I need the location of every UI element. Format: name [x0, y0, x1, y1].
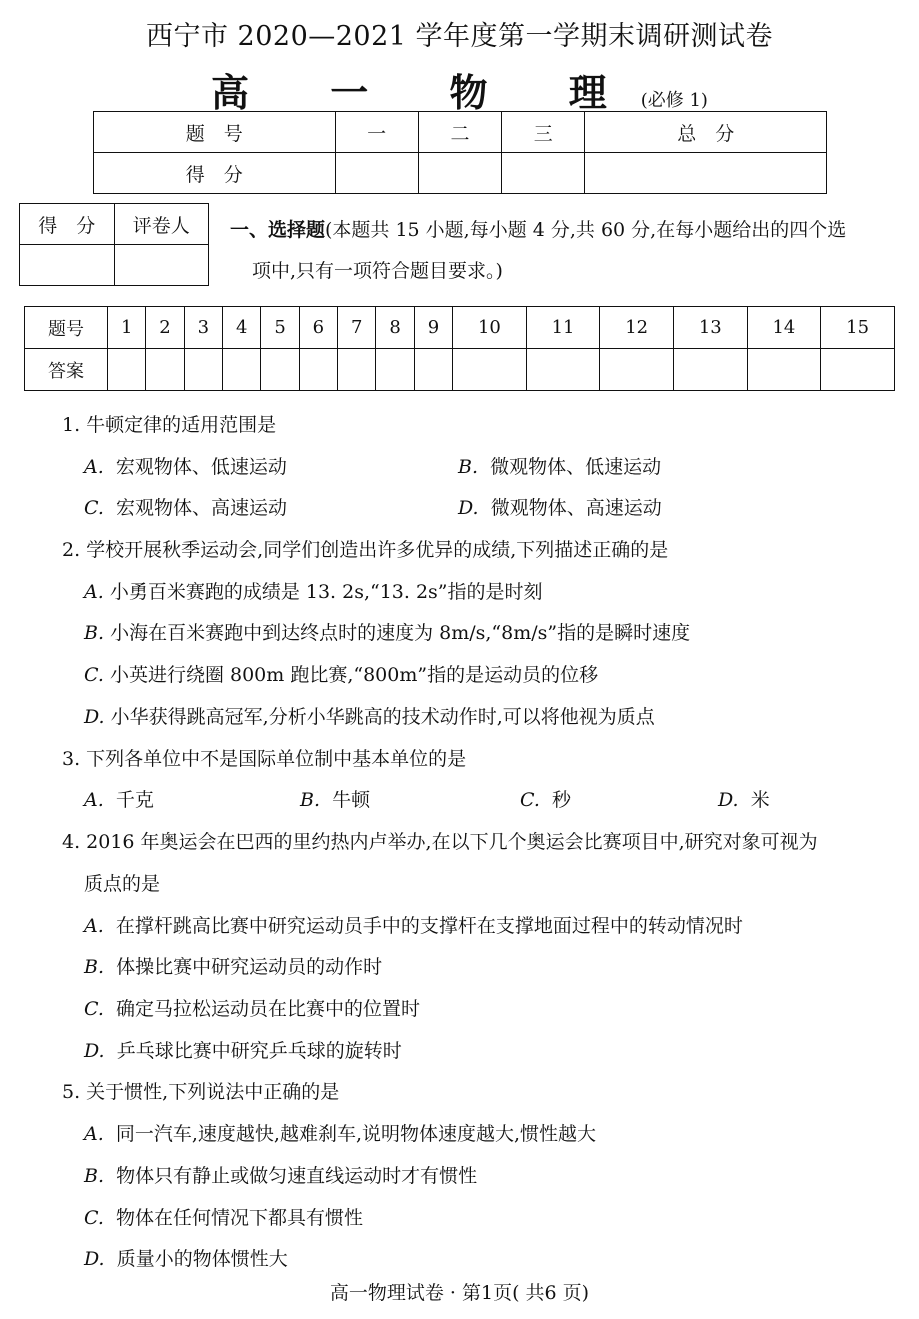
answer-number-cell: 11	[526, 307, 600, 349]
question-5-option-b	[84, 1161, 477, 1188]
option-text: 乒乓球比赛中研究乒乓球的旋转时	[116, 1040, 402, 1062]
question-3-stem: 3. 下列各单位中不是国际单位制中基本单位的是	[62, 748, 467, 770]
question-4-option-a	[84, 911, 743, 938]
section-desc-line1: (本题共 15 小题,每小题 4 分,共 60 分,在每小题给出的四个选	[325, 219, 847, 241]
option-letter: D.	[458, 497, 479, 519]
option-letter: A.	[84, 789, 104, 811]
question-3-option-b	[300, 785, 370, 812]
question-2-option-b	[84, 618, 690, 645]
option-text: 在撑杆跳高比赛中研究运动员手中的支撑杆在支撑地面过程中的转动情况时	[115, 915, 743, 937]
option-text: 宏观物体、高速运动	[116, 497, 288, 519]
option-text: 体操比赛中研究运动员的动作时	[116, 956, 383, 978]
question-4-option-d	[84, 1036, 402, 1063]
option-text: 小英进行绕圈 800m 跑比赛,“800m”指的是运动员的位移	[109, 664, 599, 686]
question-2-option-d	[84, 702, 655, 729]
option-letter: D.	[84, 706, 105, 728]
option-text: 物体在任何情况下都具有惯性	[116, 1207, 364, 1229]
answer-blank-cell	[414, 349, 452, 391]
answer-blank-cell	[821, 349, 895, 391]
option-text: 微观物体、低速运动	[490, 456, 662, 478]
question-5-stem: 5. 关于惯性,下列说法中正确的是	[62, 1081, 340, 1103]
option-letter: B.	[300, 789, 321, 811]
grader-header-grader: 评卷人	[114, 204, 209, 245]
question-5-option-a	[84, 1119, 596, 1146]
option-text: 米	[750, 789, 770, 811]
option-text: 小海在百米赛跑中到达终点时的速度为 8m/s,“8m/s”指的是瞬时速度	[110, 622, 691, 644]
answer-blank-cell	[184, 349, 222, 391]
answer-blank-cell	[673, 349, 747, 391]
answer-number-cell: 9	[414, 307, 452, 349]
option-letter: C.	[84, 998, 104, 1020]
answer-number-cell: 1	[108, 307, 146, 349]
subject-note: (必修 1)	[640, 90, 708, 111]
question-3-option-c	[520, 785, 571, 812]
question-1-stem: 1. 牛顿定律的适用范围是	[62, 414, 277, 436]
answer-number-cell: 3	[184, 307, 222, 349]
option-letter: A.	[84, 915, 104, 937]
score-header-cell: 三	[502, 112, 585, 153]
section-heading	[230, 210, 900, 292]
score-table	[93, 111, 827, 194]
option-letter: D.	[718, 789, 739, 811]
question-1-option-c	[84, 493, 287, 520]
answer-row-label-answer: 答案	[25, 349, 108, 391]
question-1-option-a	[84, 452, 287, 479]
option-letter: C.	[84, 1207, 104, 1229]
answer-blank-cell	[376, 349, 414, 391]
answer-number-cell: 8	[376, 307, 414, 349]
answer-blank-cell	[299, 349, 337, 391]
grader-blank-cell	[114, 245, 209, 286]
option-text: 千克	[115, 789, 154, 811]
option-letter: D.	[84, 1248, 105, 1270]
page-footer: 高一物理试卷 · 第1页( 共6 页)	[329, 1282, 590, 1304]
answer-number-cell: 2	[146, 307, 184, 349]
question-2-stem: 2. 学校开展秋季运动会,同学们创造出许多优异的成绩,下列描述正确的是	[62, 539, 669, 561]
answer-number-cell: 13	[673, 307, 747, 349]
question-3-option-d	[718, 785, 770, 812]
section-title: 一、选择题	[230, 219, 326, 241]
score-row-label: 得 分	[94, 153, 336, 194]
option-letter: B.	[84, 956, 105, 978]
score-header-cell: 题 号	[94, 112, 336, 153]
option-letter: C.	[84, 664, 104, 686]
question-4-option-c	[84, 994, 420, 1021]
answer-blank-cell	[146, 349, 184, 391]
score-blank-cell	[418, 153, 501, 194]
score-header-cell: 一	[335, 112, 418, 153]
answer-number-cell: 15	[821, 307, 895, 349]
subject-heading	[0, 62, 919, 117]
answer-table	[24, 306, 895, 391]
question-3-option-a	[84, 785, 154, 812]
option-text: 确定马拉松运动员在比赛中的位置时	[116, 998, 421, 1020]
option-letter: A.	[84, 581, 104, 603]
answer-row-label-number: 题号	[25, 307, 108, 349]
question-1-option-d	[458, 493, 662, 520]
option-letter: C.	[520, 789, 540, 811]
score-blank-cell	[585, 153, 827, 194]
option-letter: B.	[84, 622, 105, 644]
answer-number-cell: 6	[299, 307, 337, 349]
answer-blank-cell	[338, 349, 376, 391]
answer-blank-cell	[526, 349, 600, 391]
option-letter: A.	[84, 456, 104, 478]
question-4-option-b	[84, 952, 382, 979]
answer-blank-cell	[108, 349, 146, 391]
answer-blank-cell	[453, 349, 527, 391]
score-header-cell: 二	[418, 112, 501, 153]
grader-blank-cell	[20, 245, 115, 286]
option-text: 物体只有静止或做匀速直线运动时才有惯性	[116, 1165, 478, 1187]
grader-header-score: 得 分	[20, 204, 115, 245]
answer-blank-cell	[261, 349, 299, 391]
question-1-option-b	[458, 452, 661, 479]
question-2-option-c	[84, 660, 598, 687]
answer-number-cell: 10	[453, 307, 527, 349]
option-text: 小华获得跳高冠军,分析小华跳高的技术动作时,可以将他视为质点	[110, 706, 655, 728]
answer-number-cell: 4	[223, 307, 261, 349]
answer-number-cell: 5	[261, 307, 299, 349]
option-text: 秒	[552, 789, 572, 811]
option-text: 牛顿	[332, 789, 371, 811]
answer-blank-cell	[747, 349, 821, 391]
section-desc-line2: 项中,只有一项符合题目要求。)	[252, 260, 503, 282]
option-letter: D.	[84, 1040, 105, 1062]
score-blank-cell	[502, 153, 585, 194]
exam-title: 西宁市 2020—2021 学年度第一学期末调研测试卷	[145, 21, 774, 52]
question-4-stem-continued: 质点的是	[84, 873, 161, 895]
option-text: 同一汽车,速度越快,越难刹车,说明物体速度越大,惯性越大	[115, 1123, 597, 1145]
grader-table	[19, 203, 209, 286]
question-5-option-c	[84, 1203, 363, 1230]
question-2-option-a	[84, 577, 543, 604]
score-header-cell: 总 分	[585, 112, 827, 153]
option-letter: B.	[458, 456, 479, 478]
answer-blank-cell	[600, 349, 674, 391]
option-letter: A.	[84, 1123, 104, 1145]
option-text: 质量小的物体惯性大	[116, 1248, 288, 1270]
question-4-stem: 4. 2016 年奥运会在巴西的里约热内卢举办,在以下几个奥运会比赛项目中,研究对象可视为	[62, 831, 818, 853]
option-letter: C.	[84, 497, 104, 519]
answer-number-cell: 7	[338, 307, 376, 349]
score-blank-cell	[335, 153, 418, 194]
subject-name: 高 一 物 理	[211, 70, 641, 115]
question-5-option-d	[84, 1244, 288, 1271]
option-text: 小勇百米赛跑的成绩是 13. 2s,“13. 2s”指的是时刻	[109, 581, 543, 603]
option-letter: B.	[84, 1165, 105, 1187]
option-text: 宏观物体、低速运动	[115, 456, 287, 478]
answer-number-cell: 14	[747, 307, 821, 349]
answer-blank-cell	[223, 349, 261, 391]
answer-number-cell: 12	[600, 307, 674, 349]
option-text: 微观物体、高速运动	[490, 497, 662, 519]
